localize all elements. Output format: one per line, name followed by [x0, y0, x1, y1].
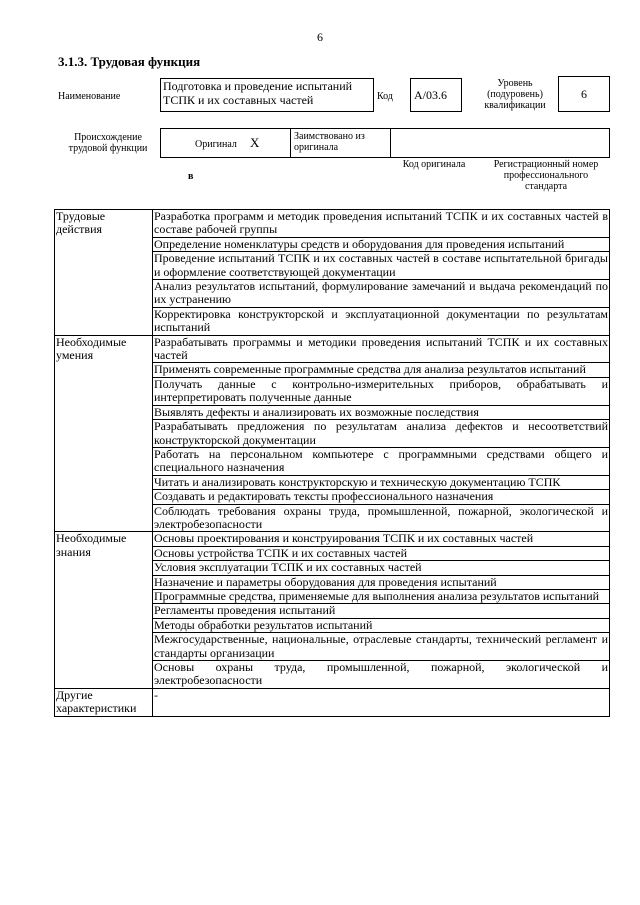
origin-divider	[290, 128, 291, 158]
item-cell: Создавать и редактировать тексты профессионального назначения	[153, 490, 610, 504]
table-row	[55, 688, 610, 716]
item-cell: Основы охраны труда, промышленной, пожарной, экологической и электробезопасности	[154, 660, 608, 688]
item-cell: Основы устройства ТСПК и их составных частей	[153, 546, 610, 560]
level-value: 6	[558, 76, 610, 112]
origin-label: Происхождение трудовой функции	[68, 132, 148, 154]
item-cell: Анализ результатов испытаний, формулирование замечаний и выдача рекомендаций по их устранению	[154, 279, 608, 307]
category-cell: Другие характеристики	[55, 688, 153, 716]
item-cell: Определение номенклатуры средств и оборудования для проведения испытаний	[153, 237, 610, 251]
reg-number-label: Регистрационный номер профессионального стандарта	[493, 159, 599, 192]
original-label: Оригинал	[195, 139, 237, 150]
origin-divider	[390, 128, 391, 158]
item-cell: Методы обработки результатов испытаний	[153, 618, 610, 632]
item-cell: Назначение и параметры оборудования для проведения испытаний	[153, 575, 610, 589]
item-cell: Получать данные с контрольно-измерительных приборов, обрабатывать и интерпретировать полученные данные	[154, 376, 608, 405]
code-label: Код	[377, 91, 393, 102]
item-cell: Программные средства, применяемые для выполнения анализа результатов испытаний	[153, 589, 610, 603]
category-cell: Трудовые действия	[55, 210, 153, 336]
name-value: Подготовка и проведение испытаний ТСПК и их составных частей	[160, 78, 374, 112]
item-cell: Разработка программ и методик проведения испытаний ТСПК и их составных частей в составе рабочей группы	[154, 209, 608, 237]
borrowed-label: Заимствовано из оригинала	[294, 131, 365, 153]
table-row	[55, 210, 610, 238]
item-cell: Применять современные программные средства для анализа результатов испытаний	[153, 363, 610, 377]
name-label: Наименование	[58, 91, 121, 102]
stray-letter: в	[188, 171, 194, 182]
item-cell: Разрабатывать программы и методики проведения испытаний ТСПК и их составных частей	[154, 334, 608, 363]
item-cell: Основы проектирования и конструирования ТСПК и их составных частей	[153, 532, 610, 546]
item-cell: Проведение испытаний ТСПК и их составных частей в составе испытательной бригады и оформление соответствующей документации	[154, 251, 608, 279]
table-row	[55, 532, 610, 546]
code-original-label: Код оригинала	[402, 159, 466, 170]
item-cell: Условия эксплуатации ТСПК и их составных частей	[153, 561, 610, 575]
table-row	[55, 335, 610, 363]
item-cell: Регламенты проведения испытаний	[153, 604, 610, 618]
item-cell: Межгосударственные, национальные, отраслевые стандарты, технический регламент и стандарты организации	[154, 632, 608, 660]
category-cell: Необходимые знания	[55, 532, 153, 688]
category-cell: Необходимые умения	[55, 335, 153, 532]
page-number: 6	[317, 30, 323, 44]
original-mark: X	[250, 135, 260, 150]
item-cell: -	[153, 688, 610, 716]
code-value: А/03.6	[410, 78, 462, 112]
section-title: 3.1.3. Трудовая функция	[58, 54, 201, 69]
item-cell: Работать на персональном компьютере с программными средствами общего и специального назначения	[154, 446, 608, 475]
item-cell: Читать и анализировать конструкторскую и техническую документацию ТСПК	[153, 475, 610, 489]
item-cell: Корректировка конструкторской и эксплуатационной документации по результатам испытаний	[154, 306, 608, 335]
function-table	[54, 209, 610, 717]
item-cell: Соблюдать требования охраны труда, промышленной, пожарной, экологической и электробезопасности	[154, 503, 608, 531]
item-cell: Выявлять дефекты и анализировать их возможные последствия	[153, 405, 610, 419]
item-cell: Разрабатывать предложения по результатам анализа дефектов и несоответствий конструкторской документации	[154, 419, 608, 447]
level-label: Уровень (подуровень) квалификации	[484, 78, 546, 111]
